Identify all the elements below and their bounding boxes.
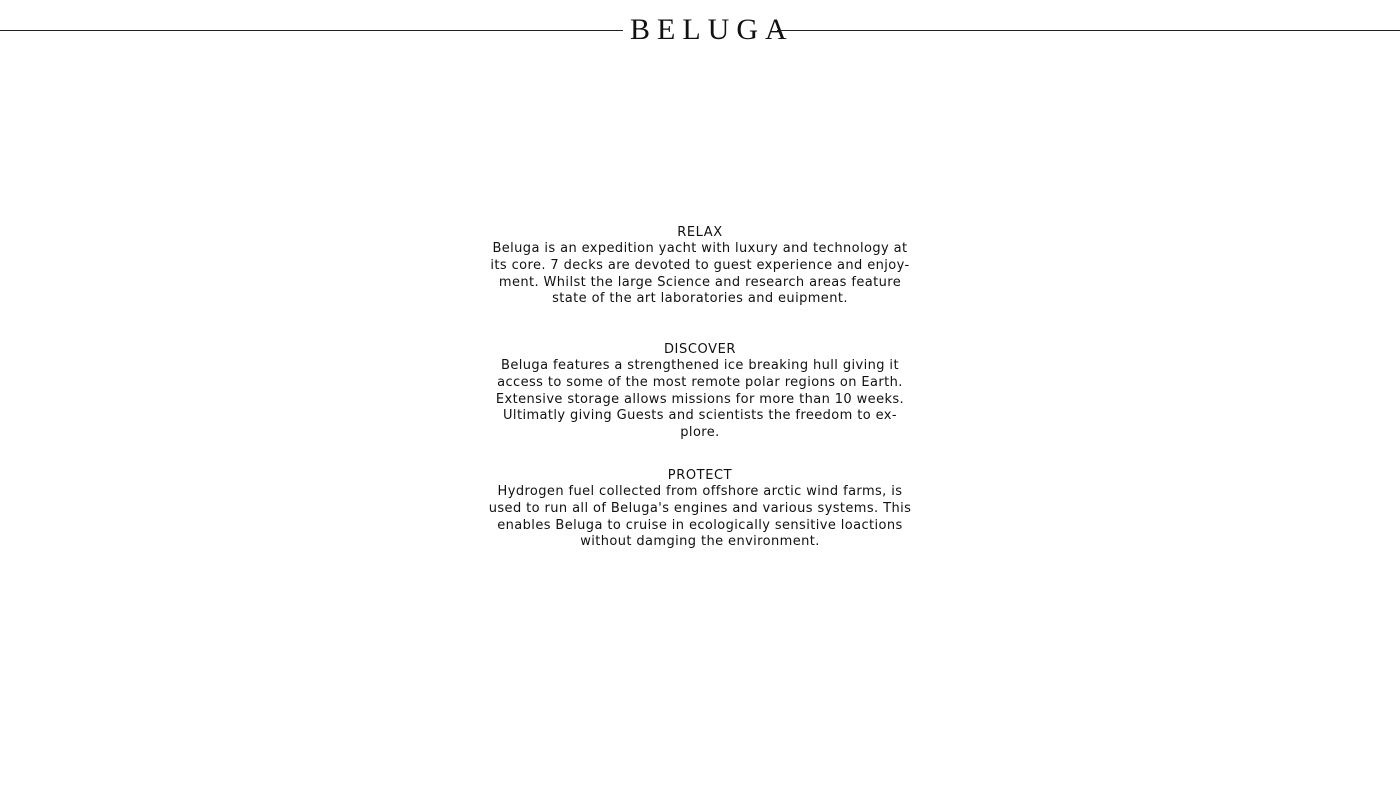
page-header: [0, 0, 1400, 60]
header-rule-right: [777, 30, 1400, 31]
section-body-protect: Hydrogen fuel collected from offshore arctic wind farms, is used to run all of Beluga's engines and various systems. This enables Beluga to cruise in ecologically sensitive loactions without damging the environment.: [488, 484, 912, 550]
beluga-logo: BELUGA: [630, 13, 794, 46]
section-heading-discover: DISCOVER: [663, 342, 737, 357]
section-relax: [470, 224, 930, 308]
section-discover: [470, 341, 930, 442]
section-body-relax: Beluga is an expedition yacht with luxury and technology at its core. 7 decks are devoted to guest experience and enjoy-ment. Whilst the large Science and research areas feature state of the art laboratories and euipment.: [490, 241, 910, 307]
section-protect: [470, 467, 930, 551]
section-heading-relax: RELAX: [677, 225, 723, 240]
section-body-discover: Beluga features a strengthened ice breaking hull giving it access to some of the most remote polar regions on Earth. Extensive storage allows missions for more than 10 weeks. Ultimatly giving Guests and scientists the freedom to ex-plore.: [495, 358, 905, 441]
header-rule-left: [0, 30, 623, 31]
section-heading-protect: PROTECT: [667, 468, 733, 483]
